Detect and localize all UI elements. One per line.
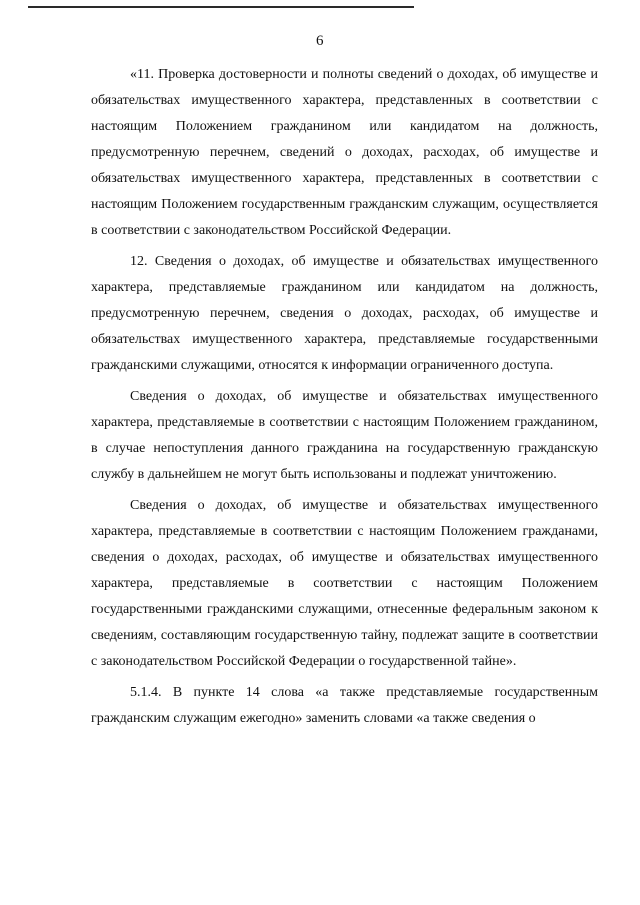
document-body [91,62,598,737]
scan-top-edge-line [28,6,414,8]
paragraph-12: 12. Сведения о доходах, об имуществе и обязательствах имущественного характера, представляемые гражданином или кандидатом на должность, предусмотренную перечнем, сведения о доходах, расходах, об имуществе и обязательствах имущественного характера, представляемые государственными гражданскими служащими, относятся к информации ограниченного доступа. [91,254,598,373]
paragraph-12-part-3: Сведения о доходах, об имуществе и обязательствах имущественного характера, представляемые в соответствии с настоящим Положением гражданами, сведения о доходах, расходах, об имуществе и обязательствах имущественного характера, представляемые в соответствии с настоящим Положением государственными гражданскими служащими, отнесенные федеральным законом к сведениям, составляющим государственную тайну, подлежат защите в соответствии с законодательством Российской Федерации о государственной тайне». [91,498,598,669]
paragraph-12-part-2: Сведения о доходах, об имуществе и обязательствах имущественного характера, представляемые в соответствии с настоящим Положением гражданином, в случае непоступления данного гражданина на государственную гражданскую службу в дальнейшем не могут быть использованы и подлежат уничтожению. [91,389,598,482]
page-number: 6 [316,33,324,49]
paragraph-5-1-4: 5.1.4. В пункте 14 слова «а также представляемые государственным гражданским служащим ежегодно» заменить словами «а также сведения о [91,685,598,726]
paragraph-11: «11. Проверка достоверности и полноты сведений о доходах, об имуществе и обязательствах имущественного характера, представленных в соответствии с настоящим Положением гражданином или кандидатом на должность, предусмотренную перечнем, сведений о доходах, расходах, об имуществе и обязательствах имущественного характера, представленных в соответствии с настоящим Положением государственным гражданским служащим, осуществляется в соответствии с законодательством Российской Федерации. [91,67,598,238]
